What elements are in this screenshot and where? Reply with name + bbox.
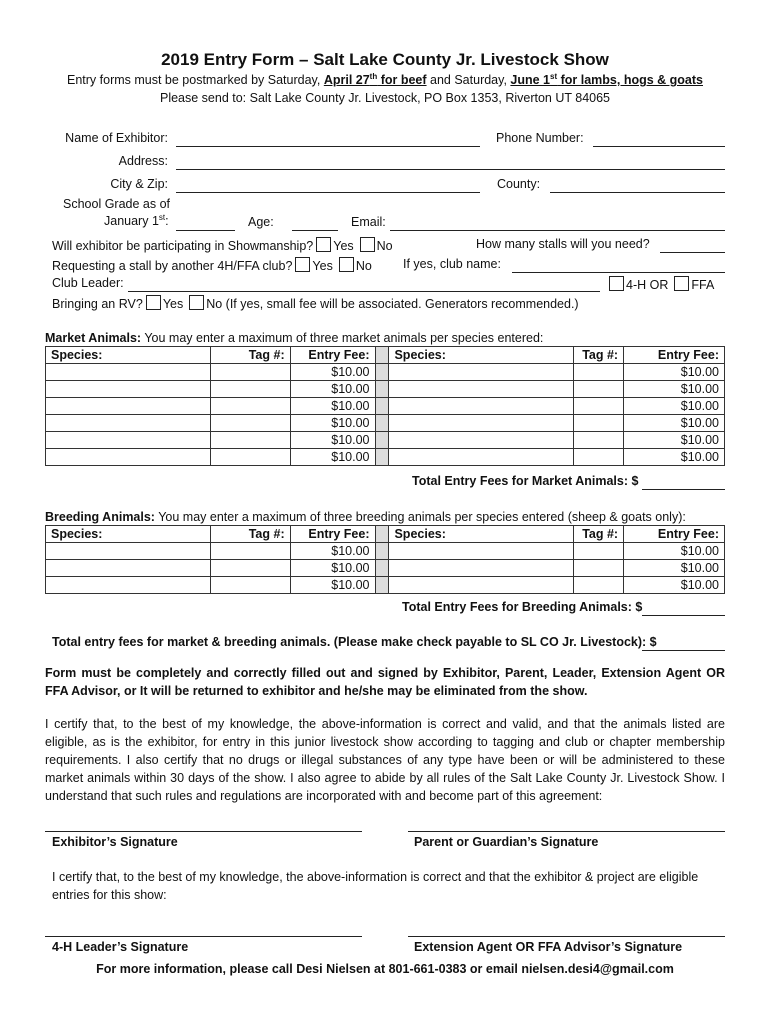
table-header-row bbox=[46, 347, 725, 364]
exhibitor-signature-line[interactable] bbox=[45, 831, 362, 832]
table-row[interactable]: $10.00 $10.00 bbox=[46, 560, 725, 577]
agent-signature-label: Extension Agent OR FFA Advisor’s Signature bbox=[414, 940, 683, 954]
showmanship-row: Will exhibitor be participating in Showmanship? Yes No bbox=[52, 239, 393, 253]
page-title: 2019 Entry Form – Salt Lake County Jr. Livestock Show bbox=[161, 50, 609, 69]
age-field[interactable] bbox=[292, 230, 338, 231]
certify-leader-text: I certify that, to the best of my knowledge, the above-information is correct and that the exhibitor & project are eligible entries for this show: bbox=[52, 870, 699, 902]
parent-signature-label: Parent or Guardian’s Signature bbox=[414, 835, 599, 849]
stall-request-row: Requesting a stall by another 4H/FFA club? Yes No bbox=[52, 259, 372, 273]
leader-signature-label: 4-H Leader’s Signature bbox=[52, 940, 189, 954]
header-species: Species: bbox=[46, 526, 211, 543]
table-row[interactable]: $10.00 $10.00 bbox=[46, 364, 725, 381]
footer-contact: For more information, please call Desi Nielsen at 801-661-0383 or email nielsen.desi4@gmail.com bbox=[96, 962, 674, 976]
exhibitor-signature-label: Exhibitor’s Signature bbox=[52, 835, 178, 849]
club-leader-label: Club Leader: bbox=[52, 276, 124, 290]
club-name-field[interactable] bbox=[512, 272, 725, 273]
certify-text: I certify that, to the best of my knowledge, the above-information is correct and valid, and that the animals listed are eligible, as is the exhibitor, for entry in this junior livestock show according to tagging and club or chapter membership requirements. I also certify that no drugs or illegal substances of any type have been or will be administered to these market animals within 30 days of the show. I also agree to abide by all rules of the Salt Lake County Jr. Livestock Show. I understand that such rules and regulations are incorporated with and become part of this agreement: bbox=[45, 717, 725, 803]
showmanship-no-checkbox[interactable] bbox=[360, 237, 375, 252]
market-intro: Market Animals: You may enter a maximum of three market animals per species entered: bbox=[45, 331, 544, 345]
stalls-label: How many stalls will you need? bbox=[476, 237, 650, 251]
market-table bbox=[45, 346, 725, 466]
club-type-row: 4-H OR FFA bbox=[606, 276, 714, 292]
divider-cell bbox=[375, 347, 389, 364]
header-species: Species: bbox=[46, 347, 211, 364]
table-row[interactable]: $10.00 $10.00 bbox=[46, 398, 725, 415]
table-row[interactable]: $10.00 $10.00 bbox=[46, 449, 725, 466]
rv-row: Bringing an RV? Yes No (If yes, small fee will be associated. Generators recommended.) bbox=[52, 297, 579, 311]
table-row[interactable]: $10.00 $10.00 bbox=[46, 543, 725, 560]
grade-label-1: School Grade as of bbox=[63, 197, 171, 211]
header-species: Species: bbox=[389, 347, 574, 364]
grade-field[interactable] bbox=[176, 230, 235, 231]
stall-request-yes-checkbox[interactable] bbox=[295, 257, 310, 272]
table-row[interactable]: $10.00 $10.00 bbox=[46, 432, 725, 449]
market-total-field[interactable] bbox=[642, 489, 725, 490]
table-row[interactable]: $10.00 $10.00 bbox=[46, 415, 725, 432]
address-label: Address: bbox=[118, 154, 168, 168]
table-row[interactable]: $10.00 $10.00 bbox=[46, 577, 725, 594]
parent-signature-line[interactable] bbox=[408, 831, 725, 832]
city-field[interactable] bbox=[176, 192, 480, 193]
email-field[interactable] bbox=[390, 230, 725, 231]
grade-label-2: January 1st: bbox=[104, 212, 169, 228]
stall-request-no-checkbox[interactable] bbox=[339, 257, 354, 272]
header-species: Species: bbox=[389, 526, 574, 543]
header-fee: Entry Fee: bbox=[624, 347, 725, 364]
club-name-label: If yes, club name: bbox=[403, 257, 501, 271]
showmanship-yes-checkbox[interactable] bbox=[316, 237, 331, 252]
city-label: City & Zip: bbox=[110, 177, 168, 191]
agent-signature-line[interactable] bbox=[408, 936, 725, 937]
table-header-row bbox=[46, 526, 725, 543]
header-tag: Tag #: bbox=[210, 526, 290, 543]
header-tag: Tag #: bbox=[574, 347, 624, 364]
divider-cell bbox=[375, 526, 389, 543]
exhibitor-label: Name of Exhibitor: bbox=[65, 131, 168, 145]
header-fee: Entry Fee: bbox=[290, 347, 375, 364]
ffa-checkbox[interactable] bbox=[674, 276, 689, 291]
rv-yes-checkbox[interactable] bbox=[146, 295, 161, 310]
header-tag: Tag #: bbox=[210, 347, 290, 364]
breeding-total-field[interactable] bbox=[642, 615, 725, 616]
leader-signature-line[interactable] bbox=[45, 936, 362, 937]
breeding-total-label: Total Entry Fees for Breeding Animals: $ bbox=[402, 600, 643, 614]
breeding-intro: Breeding Animals: You may enter a maximum of three breeding animals per species entered (sheep & goats only): bbox=[45, 510, 686, 524]
mailing-address: Please send to: Salt Lake County Jr. Livestock, PO Box 1353, Riverton UT 84065 bbox=[159, 91, 611, 105]
rv-no-checkbox[interactable] bbox=[189, 295, 204, 310]
market-total-label: Total Entry Fees for Market Animals: $ bbox=[412, 474, 639, 488]
exhibitor-field[interactable] bbox=[176, 146, 480, 147]
header-fee: Entry Fee: bbox=[290, 526, 375, 543]
grand-total-field[interactable] bbox=[642, 650, 725, 651]
stalls-field[interactable] bbox=[660, 252, 725, 253]
county-field[interactable] bbox=[550, 192, 725, 193]
club-leader-field[interactable] bbox=[128, 291, 600, 292]
email-label: Email: bbox=[351, 215, 386, 229]
header-fee: Entry Fee: bbox=[624, 526, 725, 543]
phone-label: Phone Number: bbox=[496, 131, 584, 145]
address-field[interactable] bbox=[176, 169, 725, 170]
county-label: County: bbox=[497, 177, 541, 191]
4h-checkbox[interactable] bbox=[609, 276, 624, 291]
header-tag: Tag #: bbox=[574, 526, 624, 543]
age-label: Age: bbox=[248, 215, 274, 229]
phone-field[interactable] bbox=[593, 146, 725, 147]
table-row[interactable]: $10.00 $10.00 bbox=[46, 381, 725, 398]
warning-text: Form must be completely and correctly filled out and signed by Exhibitor, Parent, Leader, Extension Agent OR FFA Advisor, or It will be returned to exhibitor and he/she may be eliminated from the show. bbox=[45, 666, 725, 698]
deadline-line: Entry forms must be postmarked by Saturday, April 27th for beef and Saturday, June 1st for lambs, hogs & goats bbox=[67, 71, 703, 87]
grand-total-label: Total entry fees for market & breeding animals. (Please make check payable to SL CO Jr. Livestock): $ bbox=[52, 635, 657, 649]
breeding-table bbox=[45, 525, 725, 594]
